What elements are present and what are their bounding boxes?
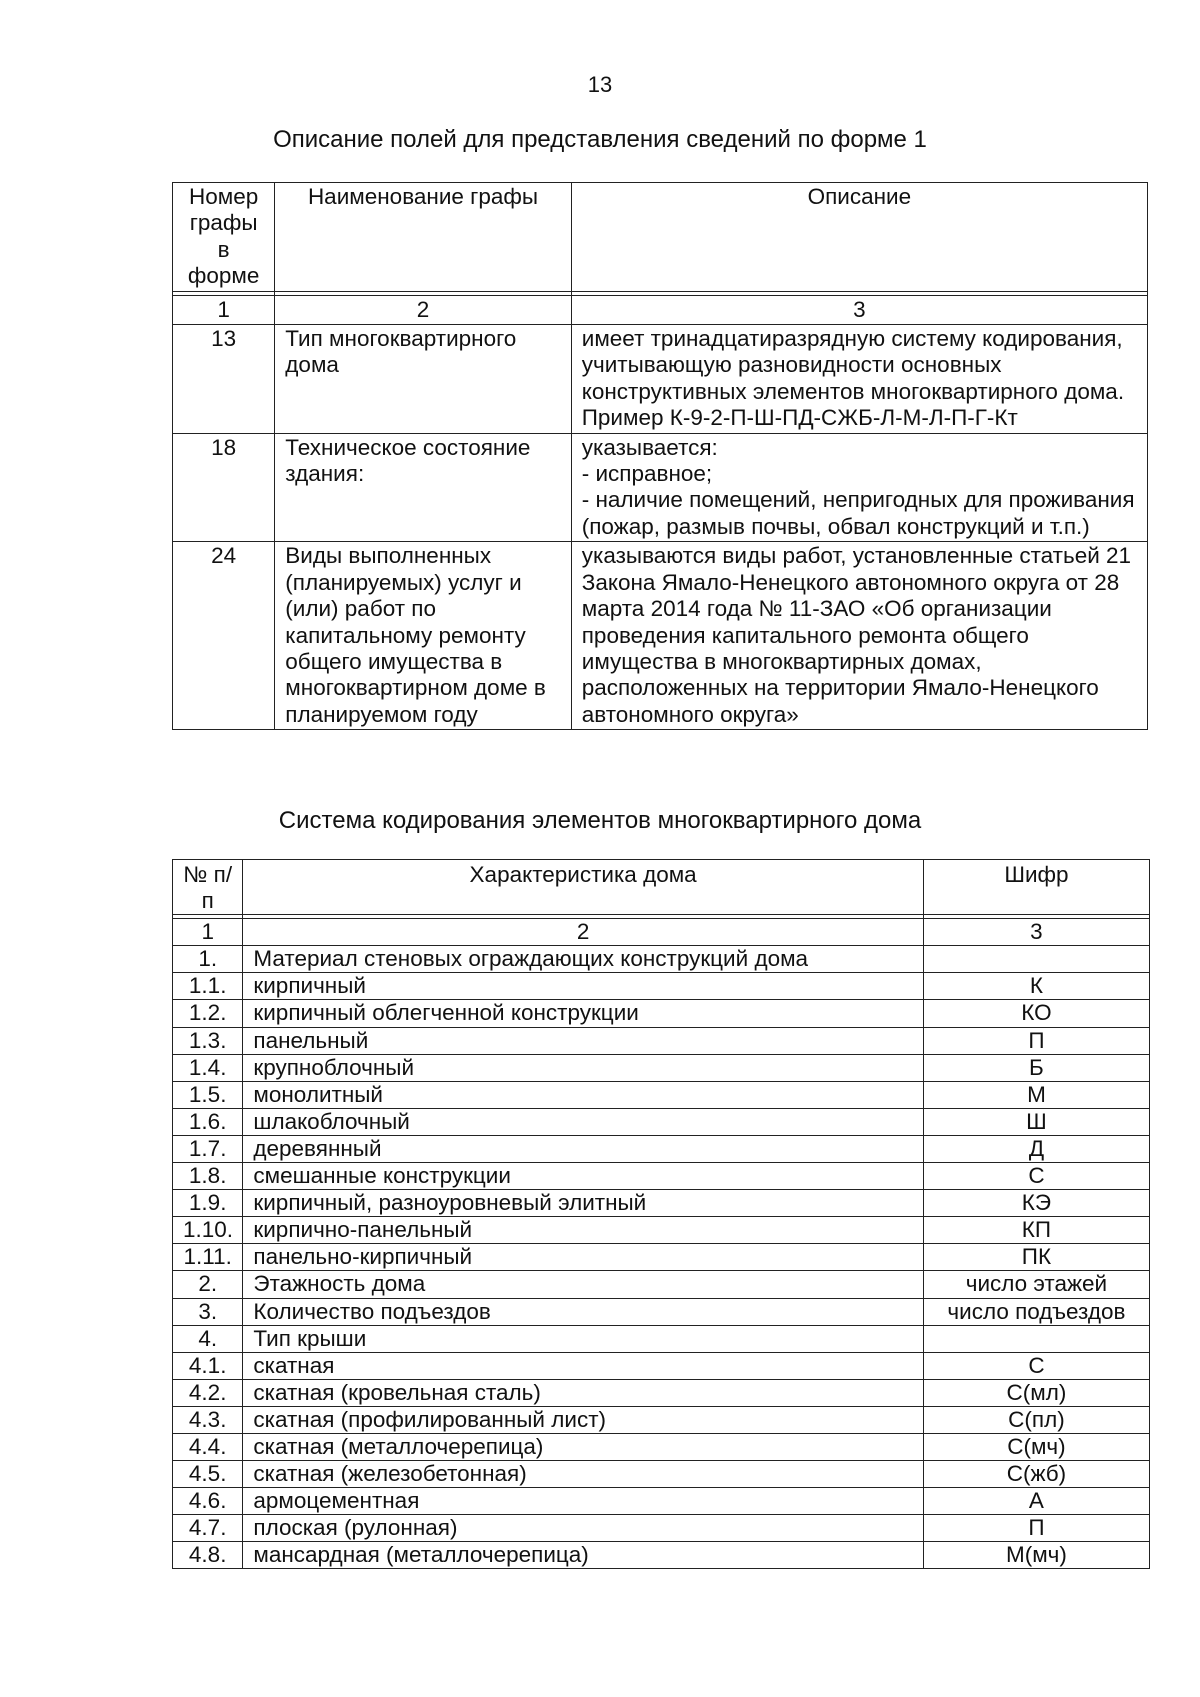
table-row <box>173 1217 1150 1244</box>
row-number: 1. <box>173 946 243 973</box>
table-row <box>173 1325 1150 1352</box>
table-row <box>173 1406 1150 1433</box>
table-row <box>173 1461 1150 1488</box>
field-description: указывается: - исправное; - наличие помещений, непригодных для проживания (пожар, размыв почвы, обвал конструкций и т.п.) <box>571 433 1147 542</box>
row-code: Д <box>923 1135 1149 1162</box>
row-code: П <box>923 1027 1149 1054</box>
table-row <box>173 1000 1150 1027</box>
table-row <box>173 946 1150 973</box>
row-code: М(мч) <box>923 1542 1149 1569</box>
row-code: Ш <box>923 1108 1149 1135</box>
row-number: 1.3. <box>173 1027 243 1054</box>
field-number: 18 <box>173 433 275 542</box>
row-number: 1.5. <box>173 1081 243 1108</box>
row-number: 3. <box>173 1298 243 1325</box>
table-row <box>173 1298 1150 1325</box>
table-row <box>173 1081 1150 1108</box>
table-row <box>173 1135 1150 1162</box>
header-name: Наименование графы <box>275 183 571 292</box>
row-code: ПК <box>923 1244 1149 1271</box>
table-row <box>173 1433 1150 1460</box>
row-number: 1.1. <box>173 973 243 1000</box>
header-description: Описание <box>571 183 1147 292</box>
table-row <box>173 1190 1150 1217</box>
field-description: имеет тринадцатиразрядную систему кодирования, учитывающую разновидности основных конструктивных элементов многоквартирного дома. Пример К-9-2-П-Ш-ПД-СЖБ-Л-М-Л-П-Г-Кт <box>571 325 1147 434</box>
row-number: 4.2. <box>173 1379 243 1406</box>
table-row <box>173 1542 1150 1569</box>
row-code: А <box>923 1488 1149 1515</box>
table-row <box>173 1054 1150 1081</box>
row-number: 2. <box>173 1271 243 1298</box>
row-code: число подъездов <box>923 1298 1149 1325</box>
row-characteristic: панельный <box>243 1027 923 1054</box>
header-row-number: № п/п <box>173 860 243 915</box>
page-number: 13 <box>587 72 613 97</box>
column-number: 1 <box>173 295 275 324</box>
row-characteristic: скатная (кровельная сталь) <box>243 1379 923 1406</box>
row-characteristic: Тип крыши <box>243 1325 923 1352</box>
row-code: К <box>923 973 1149 1000</box>
table-row <box>173 1515 1150 1542</box>
row-code <box>923 1325 1149 1352</box>
header-code: Шифр <box>923 860 1149 915</box>
row-code: Б <box>923 1054 1149 1081</box>
row-code: М <box>923 1081 1149 1108</box>
row-characteristic: смешанные конструкции <box>243 1163 923 1190</box>
row-number: 1.8. <box>173 1163 243 1190</box>
row-number: 1.7. <box>173 1135 243 1162</box>
row-characteristic: мансардная (металлочерепица) <box>243 1542 923 1569</box>
row-characteristic: крупноблочный <box>243 1054 923 1081</box>
row-characteristic: скатная (металлочерепица) <box>243 1433 923 1460</box>
row-characteristic: кирпичный <box>243 973 923 1000</box>
column-number: 2 <box>243 919 923 946</box>
fields-table-header-row <box>173 183 1148 292</box>
row-number: 4. <box>173 1325 243 1352</box>
row-characteristic: плоская (рулонная) <box>243 1515 923 1542</box>
row-number: 4.8. <box>173 1542 243 1569</box>
row-characteristic: кирпично-панельный <box>243 1217 923 1244</box>
row-code <box>923 946 1149 973</box>
field-number: 24 <box>173 542 275 730</box>
row-characteristic: скатная (профилированный лист) <box>243 1406 923 1433</box>
row-number: 4.6. <box>173 1488 243 1515</box>
table-row <box>173 973 1150 1000</box>
row-characteristic: деревянный <box>243 1135 923 1162</box>
row-number: 4.3. <box>173 1406 243 1433</box>
row-number: 4.4. <box>173 1433 243 1460</box>
table-row <box>173 1352 1150 1379</box>
header-characteristic: Характеристика дома <box>243 860 923 915</box>
column-number: 1 <box>173 919 243 946</box>
row-characteristic: кирпичный облегченной конструкции <box>243 1000 923 1027</box>
fields-section-title: Описание полей для представления сведений по форме 1 <box>273 126 927 153</box>
row-code: КП <box>923 1217 1149 1244</box>
table-row <box>173 1379 1150 1406</box>
coding-system-table <box>172 859 1150 1569</box>
table-row <box>173 1244 1150 1271</box>
fields-description-table <box>172 182 1148 730</box>
table-row <box>173 542 1148 730</box>
field-name: Виды выполненных (планируемых) услуг и (или) работ по капитальному ремонту общего имущества в многоквартирном доме в планируемом году <box>275 542 571 730</box>
row-characteristic: панельно-кирпичный <box>243 1244 923 1271</box>
row-characteristic: Этажность дома <box>243 1271 923 1298</box>
row-characteristic: армоцементная <box>243 1488 923 1515</box>
field-name: Техническое состояние здания: <box>275 433 571 542</box>
field-name: Тип многоквартирного дома <box>275 325 571 434</box>
row-number: 1.11. <box>173 1244 243 1271</box>
row-code: С <box>923 1163 1149 1190</box>
row-code: С(пл) <box>923 1406 1149 1433</box>
row-code: С <box>923 1352 1149 1379</box>
coding-section-title: Система кодирования элементов многоквартирного дома <box>278 807 922 834</box>
field-description: указываются виды работ, установленные статьей 21 Закона Ямало-Ненецкого автономного округа от 28 марта 2014 года № 11-ЗАО «Об организации проведения капитального ремонта общего имущества в многоквартирных домах, расположенных на территории Ямало-Ненецкого автономного округа» <box>571 542 1147 730</box>
field-number: 13 <box>173 325 275 434</box>
coding-table-header-row <box>173 860 1150 915</box>
row-code: С(мл) <box>923 1379 1149 1406</box>
coding-table-body <box>173 946 1150 1569</box>
row-characteristic: Количество подъездов <box>243 1298 923 1325</box>
table-row <box>173 1027 1150 1054</box>
table-row <box>173 325 1148 434</box>
header-number: Номер графы в форме <box>173 183 275 292</box>
row-number: 1.6. <box>173 1108 243 1135</box>
column-number: 3 <box>923 919 1149 946</box>
fields-table-column-numbers <box>173 295 1148 324</box>
row-characteristic: скатная <box>243 1352 923 1379</box>
row-code: КО <box>923 1000 1149 1027</box>
table-row <box>173 1488 1150 1515</box>
column-number: 2 <box>275 295 571 324</box>
row-code: П <box>923 1515 1149 1542</box>
coding-table-column-numbers <box>173 919 1150 946</box>
row-code: С(жб) <box>923 1461 1149 1488</box>
row-characteristic: шлакоблочный <box>243 1108 923 1135</box>
row-number: 4.5. <box>173 1461 243 1488</box>
row-number: 4.1. <box>173 1352 243 1379</box>
row-number: 1.2. <box>173 1000 243 1027</box>
table-row <box>173 1271 1150 1298</box>
row-code: число этажей <box>923 1271 1149 1298</box>
row-number: 4.7. <box>173 1515 243 1542</box>
column-number: 3 <box>571 295 1147 324</box>
row-characteristic: монолитный <box>243 1081 923 1108</box>
table-row <box>173 1108 1150 1135</box>
row-characteristic: кирпичный, разноуровневый элитный <box>243 1190 923 1217</box>
row-number: 1.10. <box>173 1217 243 1244</box>
row-code: КЭ <box>923 1190 1149 1217</box>
row-characteristic: скатная (железобетонная) <box>243 1461 923 1488</box>
row-code: С(мч) <box>923 1433 1149 1460</box>
row-number: 1.9. <box>173 1190 243 1217</box>
row-characteristic: Материал стеновых ограждающих конструкций дома <box>243 946 923 973</box>
row-number: 1.4. <box>173 1054 243 1081</box>
table-row <box>173 433 1148 542</box>
table-row <box>173 1163 1150 1190</box>
